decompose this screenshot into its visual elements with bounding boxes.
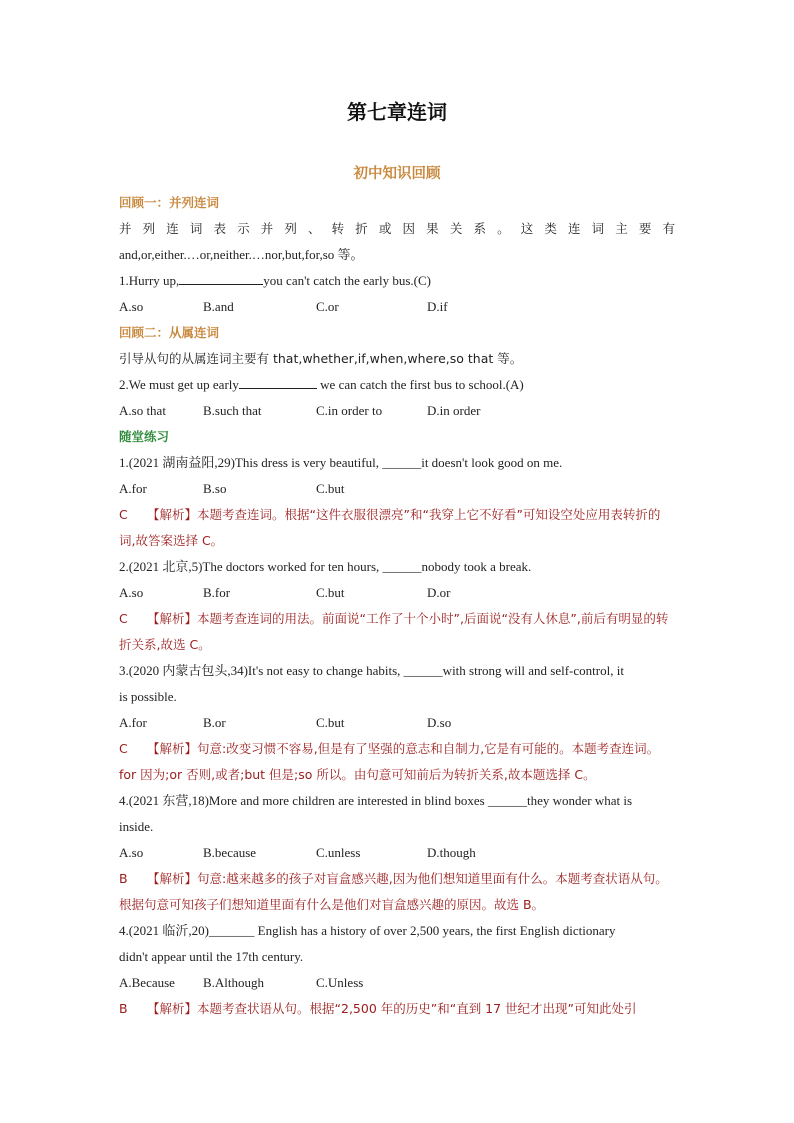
option-d: D.though — [427, 845, 476, 860]
practice-question-5-line2: didn't appear until the 17th century. — [119, 949, 304, 964]
option-b: B.such that — [203, 403, 262, 418]
practice-answer-5 — [119, 996, 675, 1022]
option-c: C.but — [316, 481, 345, 496]
document-body — [119, 190, 675, 1022]
practice-answer-3 — [119, 736, 675, 788]
option-a: A.for — [119, 481, 147, 496]
option-c: C.but — [316, 585, 345, 600]
section2-text: 引导从句的从属连词主要有 that,whether,if,when,where,so that 等。 — [119, 351, 523, 366]
analysis-text: 本题考查连词。根据“这件衣服很漂亮”和“我穿上它不好看”可知设空处应用表转折的词,故答案选择 C。 — [119, 507, 661, 548]
answer-letter: B — [119, 871, 128, 886]
question-suffix: you can't catch the early bus.(C) — [263, 273, 431, 288]
option-d: D.so — [427, 715, 452, 730]
option-b: B.and — [203, 299, 234, 314]
section1-text-line1: 并列连词表示并列、转折或因果关系。这类连词主要有 — [119, 221, 675, 236]
answer-letter: C — [119, 507, 128, 522]
practice-question-2: 2.(2021 北京,5)The doctors worked for ten hours, ______nobody took a break. — [119, 559, 532, 574]
section2-question — [119, 372, 675, 398]
option-b: B.or — [203, 715, 226, 730]
answer-letter: C — [119, 611, 128, 626]
analysis-label: 【解析】 — [147, 611, 198, 626]
page-title: 第七章连词 — [347, 100, 447, 124]
option-b: B.Although — [203, 975, 265, 990]
answer-letter: B — [119, 1001, 128, 1016]
practice-options-2 — [119, 580, 675, 606]
option-c: C.in order to — [316, 403, 383, 418]
practice-options-3 — [119, 710, 675, 736]
section1-heading: 回顾一：并列连词 — [119, 195, 220, 210]
section2-heading: 回顾二：从属连词 — [119, 325, 220, 340]
option-a: A.so — [119, 299, 144, 314]
section1-options — [119, 294, 675, 320]
answer-letter: C — [119, 741, 128, 756]
option-c: C.Unless — [316, 975, 364, 990]
practice-options-1 — [119, 476, 675, 502]
option-a: A.for — [119, 715, 147, 730]
analysis-text: 本题考查连词的用法。前面说“工作了十个小时”,后面说“没有人休息”,前后有明显的转折关系,故选 C。 — [119, 611, 669, 652]
analysis-text: 句意:越来越多的孩子对盲盒感兴趣,因为他们想知道里面有什么。本题考查状语从句。根据句意可知孩子们想知道里面有什么是他们对盲盒感兴趣的原因。故选 B。 — [119, 871, 668, 912]
practice-heading: 随堂练习 — [119, 429, 170, 444]
practice-question-4-line1: 4.(2021 东营,18)More and more children are interested in blind boxes ______they wonder what is — [119, 793, 633, 808]
option-c: C.unless — [316, 845, 361, 860]
option-d: D.if — [427, 299, 448, 314]
option-d: D.or — [427, 585, 451, 600]
option-a: A.so — [119, 845, 144, 860]
practice-answer-2 — [119, 606, 675, 658]
option-a: A.so that — [119, 403, 166, 418]
analysis-text: 本题考查状语从句。根据“2,500 年的历史”和“直到 17 世纪才出现”可知此处引 — [197, 1001, 637, 1016]
question-suffix: we can catch the first bus to school.(A) — [316, 377, 524, 392]
option-a: A.Because — [119, 975, 175, 990]
section-subtitle: 初中知识回顾 — [353, 166, 441, 182]
section1-question — [119, 268, 675, 294]
practice-question-4-line2: inside. — [119, 819, 154, 834]
practice-question-1: 1.(2021 湖南益阳,29)This dress is very beautiful, ______it doesn't look good on me. — [119, 455, 563, 470]
option-b: B.for — [203, 585, 231, 600]
option-a: A.so — [119, 585, 144, 600]
option-d: D.in order — [427, 403, 481, 418]
practice-question-5-line1: 4.(2021 临沂,20)_______ English has a history of over 2,500 years, the first English dictionary — [119, 923, 616, 938]
practice-options-4 — [119, 840, 675, 866]
practice-answer-4 — [119, 866, 675, 918]
practice-answer-1 — [119, 502, 675, 554]
practice-question-3-line1: 3.(2020 内蒙古包头,34)It's not easy to change habits, ______with strong will and self-control, it — [119, 663, 624, 678]
section2-options — [119, 398, 675, 424]
section1-text-line2: and,or,either.…or,neither.…nor,but,for,so 等。 — [119, 247, 364, 262]
practice-options-5 — [119, 970, 675, 996]
analysis-text: 句意:改变习惯不容易,但是有了坚强的意志和自制力,它是有可能的。本题考查连词。for 因为;or 否则,或者;but 但是;so 所以。由句意可知前后为转折关系,故本题选择 C。 — [119, 741, 660, 782]
option-c: C.or — [316, 299, 339, 314]
practice-question-3-line2: is possible. — [119, 689, 177, 704]
question-prefix: 1.Hurry up, — [119, 273, 180, 288]
analysis-label: 【解析】 — [147, 507, 198, 522]
analysis-label: 【解析】 — [147, 741, 198, 756]
answer-blank — [179, 271, 263, 285]
question-prefix: 2.We must get up early — [119, 377, 239, 392]
option-b: B.so — [203, 481, 227, 496]
option-b: B.because — [203, 845, 257, 860]
analysis-label: 【解析】 — [147, 1001, 198, 1016]
answer-blank — [239, 375, 317, 389]
analysis-label: 【解析】 — [147, 871, 198, 886]
option-c: C.but — [316, 715, 345, 730]
